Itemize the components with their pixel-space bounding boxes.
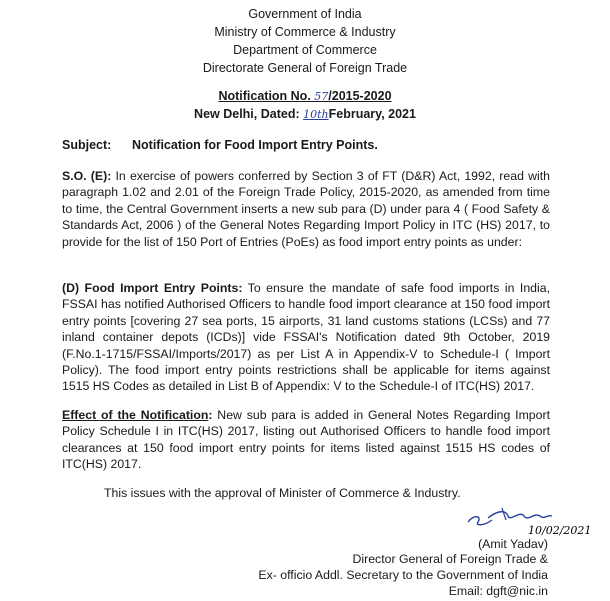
signature-date: 10/02/2021 (528, 524, 592, 537)
header-directorate: Directorate General of Foreign Trade (202, 61, 408, 75)
effect-text: New sub para is added in General Notes Regarding Import Policy Schedule I in ITC(HS) 2017, listing out Authorised Officers to handle food import clearances at 150 food import entry points for items listed against 1515 HS codes of ITC(HS) 2017. (62, 408, 550, 472)
subject-line (62, 138, 378, 152)
food-import-paragraph (62, 280, 550, 395)
header-department: Department of Commerce (233, 43, 377, 57)
effect-label: Effect of the Notification (62, 408, 209, 422)
so-text: In exercise of powers conferred by Section 3 of FT (D&R) Act, 1992, read with paragraph 1.02 and 2.01 of the Foreign Trade Policy, 2015-2020, as amended from time to time, the Central Government inserts a new sub para (D) under para 4 ( Food Safety & Standards Act, 2006 ) of the General Notes Regarding Import Policy in ITC (HS) 2017, to provide for the list of 150 Port of Entries (PoEs) as food import entry points as under: (62, 169, 550, 249)
header-ministry: Ministry of Commerce & Industry (214, 25, 396, 39)
signatory-designation-2: Ex- officio Addl. Secretary to the Government of India (258, 568, 548, 582)
subject-text: Notification for Food Import Entry Points. (132, 138, 378, 152)
notification-date: New Delhi, Dated: 10thFebruary, 2021 (194, 107, 416, 121)
so-paragraph (62, 168, 550, 250)
signatory-email: Email: dgft@nic.in (448, 584, 548, 598)
handwritten-date: 10th (303, 108, 329, 121)
header-government: Government of India (248, 7, 362, 21)
closing-statement: This issues with the approval of Minister of Commerce & Industry. (104, 486, 461, 500)
effect-paragraph: Effect of the Notification: New sub para is added in General Notes Regarding Import Policy Schedule I in ITC(HS) 2017, listing out Authorised Officers to handle food import clearances at 150 food import entry points for items listed against 1515 HS codes of ITC(HS) 2017. (62, 408, 550, 472)
notification-number (0, 88, 610, 105)
signatory-designation-1: Director General of Foreign Trade & (352, 552, 548, 566)
handwritten-number: 57 (314, 90, 329, 103)
so-label: S.O. (E): (62, 169, 112, 183)
signatory-name: (Amit Yadav) (478, 537, 548, 551)
food-import-label: (D) Food Import Entry Points: (62, 281, 243, 295)
notification-number-label: Notification No. 57/2015-2020 (218, 89, 392, 103)
food-import-text: To ensure the mandate of safe food imports in India, FSSAI has notified Authorised Officers to handle food import clearance at 150 food import entry points [covering 27 sea ports, 15 airports, 31 land customs stations (LCSs) and 77 inland container depots (ICDs)] vide FSSAI's Notification dated 9th October, 2019 (F.No.1-1715/FSSAI/Imports/2017) as per List A in Appendix-V to Schedule-I ( Import Policy). The food import entry points restrictions shall be applicable for items against 1515 HS Codes as detailed in List B of Appendix: V to the Schedule-I of ITC(HS) 2017. (62, 281, 550, 394)
subject-label: Subject: (62, 138, 112, 152)
